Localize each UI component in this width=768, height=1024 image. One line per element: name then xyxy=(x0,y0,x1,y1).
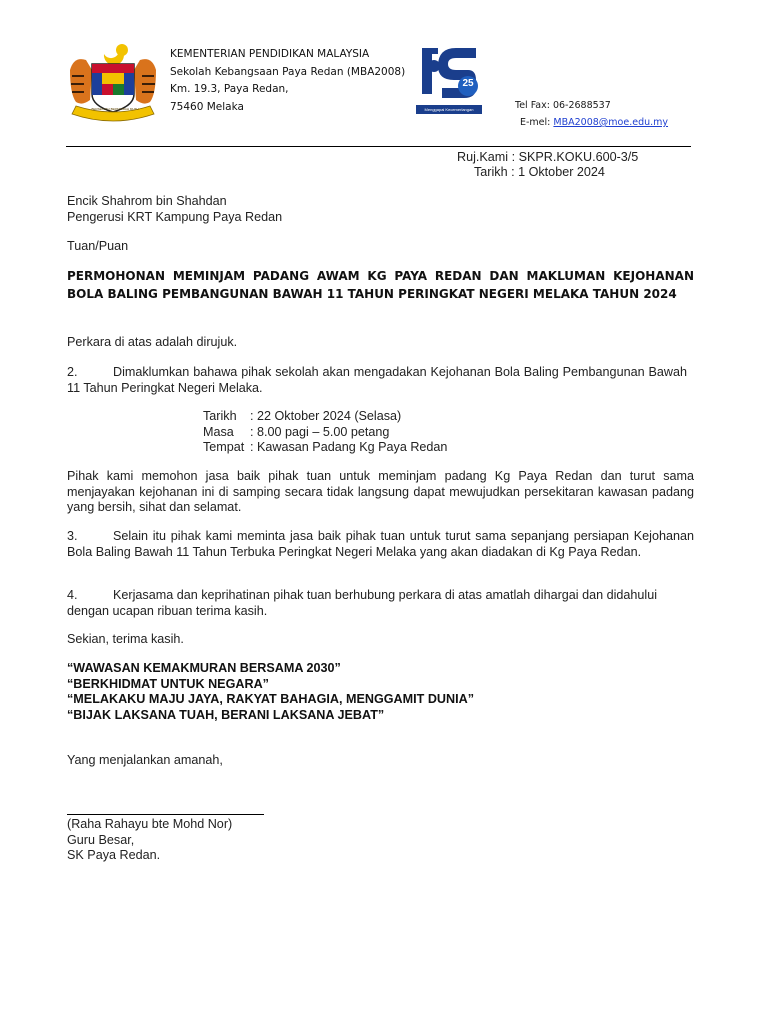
letterhead xyxy=(0,0,768,150)
header-divider xyxy=(66,146,691,147)
email-label: E-mel: xyxy=(520,117,551,128)
reference-number: Ruj.Kami : SKPR.KOKU.600-3/5 xyxy=(457,150,639,164)
detail-row-time xyxy=(203,425,447,441)
signature-block xyxy=(67,817,232,864)
paragraph-4-number: 4. xyxy=(67,588,78,602)
detail-label: Tempat xyxy=(203,440,245,454)
address-line-2: 75460 Melaka xyxy=(170,100,244,113)
salutation: Tuan/Puan xyxy=(67,239,129,253)
paragraph-4-text: Kerjasama dan keprihatinan pihak tuan berhubung perkara di atas amatlah dihargai dan didahului dengan ucapan ribuan terima kasih. xyxy=(67,588,658,618)
detail-value: : 8.00 pagi – 5.00 petang xyxy=(250,424,390,439)
detail-row-place xyxy=(203,440,447,456)
closing-text: Sekian, terima kasih. xyxy=(67,632,184,646)
recipient-name: Encik Shahrom bin Shahdan xyxy=(67,194,227,208)
slogans xyxy=(67,661,474,723)
paragraph-2-text: Dimaklumkan bahawa pihak sekolah akan mengadakan Kejohanan Bola Baling Pembangunan Bawah 11 Tahun Peringkat Negeri Melaka. xyxy=(67,365,687,395)
paragraph-3-number: 3. xyxy=(67,529,78,543)
signoff-text: Yang menjalankan amanah, xyxy=(67,753,223,767)
email-line xyxy=(520,117,668,128)
reference-date: Tarikh : 1 Oktober 2024 xyxy=(474,165,605,179)
request-paragraph: Pihak kami memohon jasa baik pihak tuan untuk meminjam padang Kg Paya Redan dan turut sama menjayakan kejohanan ini di samping secara tidak langsung dapat mewujudkan persekitaran kawasan padang yang bersih, sihat dan selamat. xyxy=(67,469,694,514)
detail-value: : 22 Oktober 2024 (Selasa) xyxy=(250,409,402,423)
slogan: “MELAKAKU MAJU JAYA, RAKYAT BAHAGIA, MENGGAMIT DUNIA” xyxy=(67,692,474,706)
detail-row-date xyxy=(203,409,447,425)
subject-heading: PERMOHONAN MEMINJAM PADANG AWAM KG PAYA REDAN DAN MAKLUMAN KEJOHANAN BOLA BALING PEMBANGUNAN BAWAH 11 TAHUN PERINGKAT NEGERI MELAKA TAHUN 2024 xyxy=(67,269,694,301)
paragraph-3 xyxy=(67,529,694,560)
paragraph-2-number: 2. xyxy=(67,365,78,379)
school-logo xyxy=(414,42,484,121)
slogan: “BIJAK LAKSANA TUAH, BERANI LAKSANA JEBAT” xyxy=(67,707,385,722)
address-line-1: Km. 19.3, Paya Redan, xyxy=(170,83,289,95)
school-name: Sekolah Kebangsaan Paya Redan (MBA2008) xyxy=(170,65,406,78)
logo-tagline: Menggapai Kecemerlangan Bersama xyxy=(416,105,482,114)
intro-text: Perkara di atas adalah dirujuk. xyxy=(67,335,238,349)
signatory-title: Guru Besar, xyxy=(67,832,135,847)
detail-value: : Kawasan Padang Kg Paya Redan xyxy=(250,440,448,454)
signatory-school: SK Paya Redan. xyxy=(67,848,161,862)
school-logo-mark xyxy=(414,42,484,102)
slogan: “WAWASAN KEMAKMURAN BERSAMA 2030” xyxy=(67,661,341,675)
detail-label: Masa xyxy=(203,424,234,439)
tel-fax: Tel Fax: 06-2688537 xyxy=(515,100,611,111)
ministry-name: KEMENTERIAN PENDIDIKAN MALAYSIA xyxy=(170,48,370,60)
signature-line xyxy=(67,814,264,815)
recipient-position: Pengerusi KRT Kampung Paya Redan xyxy=(67,210,283,224)
email-link[interactable]: MBA2008@moe.edu.my xyxy=(553,117,669,128)
paragraph-3-text: Selain itu pihak kami meminta jasa baik pihak tuan untuk turut sama sepanjang persiapan Kejohanan Bola Baling Bawah 11 Tahun Terbuka Peringkat Negeri Melaka yang akan diadakan di Kg Paya Redan. xyxy=(67,529,694,559)
paragraph-4 xyxy=(67,588,667,619)
slogan: “BERKHIDMAT UNTUK NEGARA” xyxy=(67,676,269,691)
emblem-motto: BERSEKUTU BERTAMBAH MUTU xyxy=(91,107,139,111)
event-details xyxy=(203,409,447,456)
signatory-name: (Raha Rahayu bte Mohd Nor) xyxy=(67,817,233,831)
detail-label: Tarikh xyxy=(203,409,237,423)
logo-anniversary-number: 25 xyxy=(462,78,474,89)
paragraph-2 xyxy=(67,365,687,396)
